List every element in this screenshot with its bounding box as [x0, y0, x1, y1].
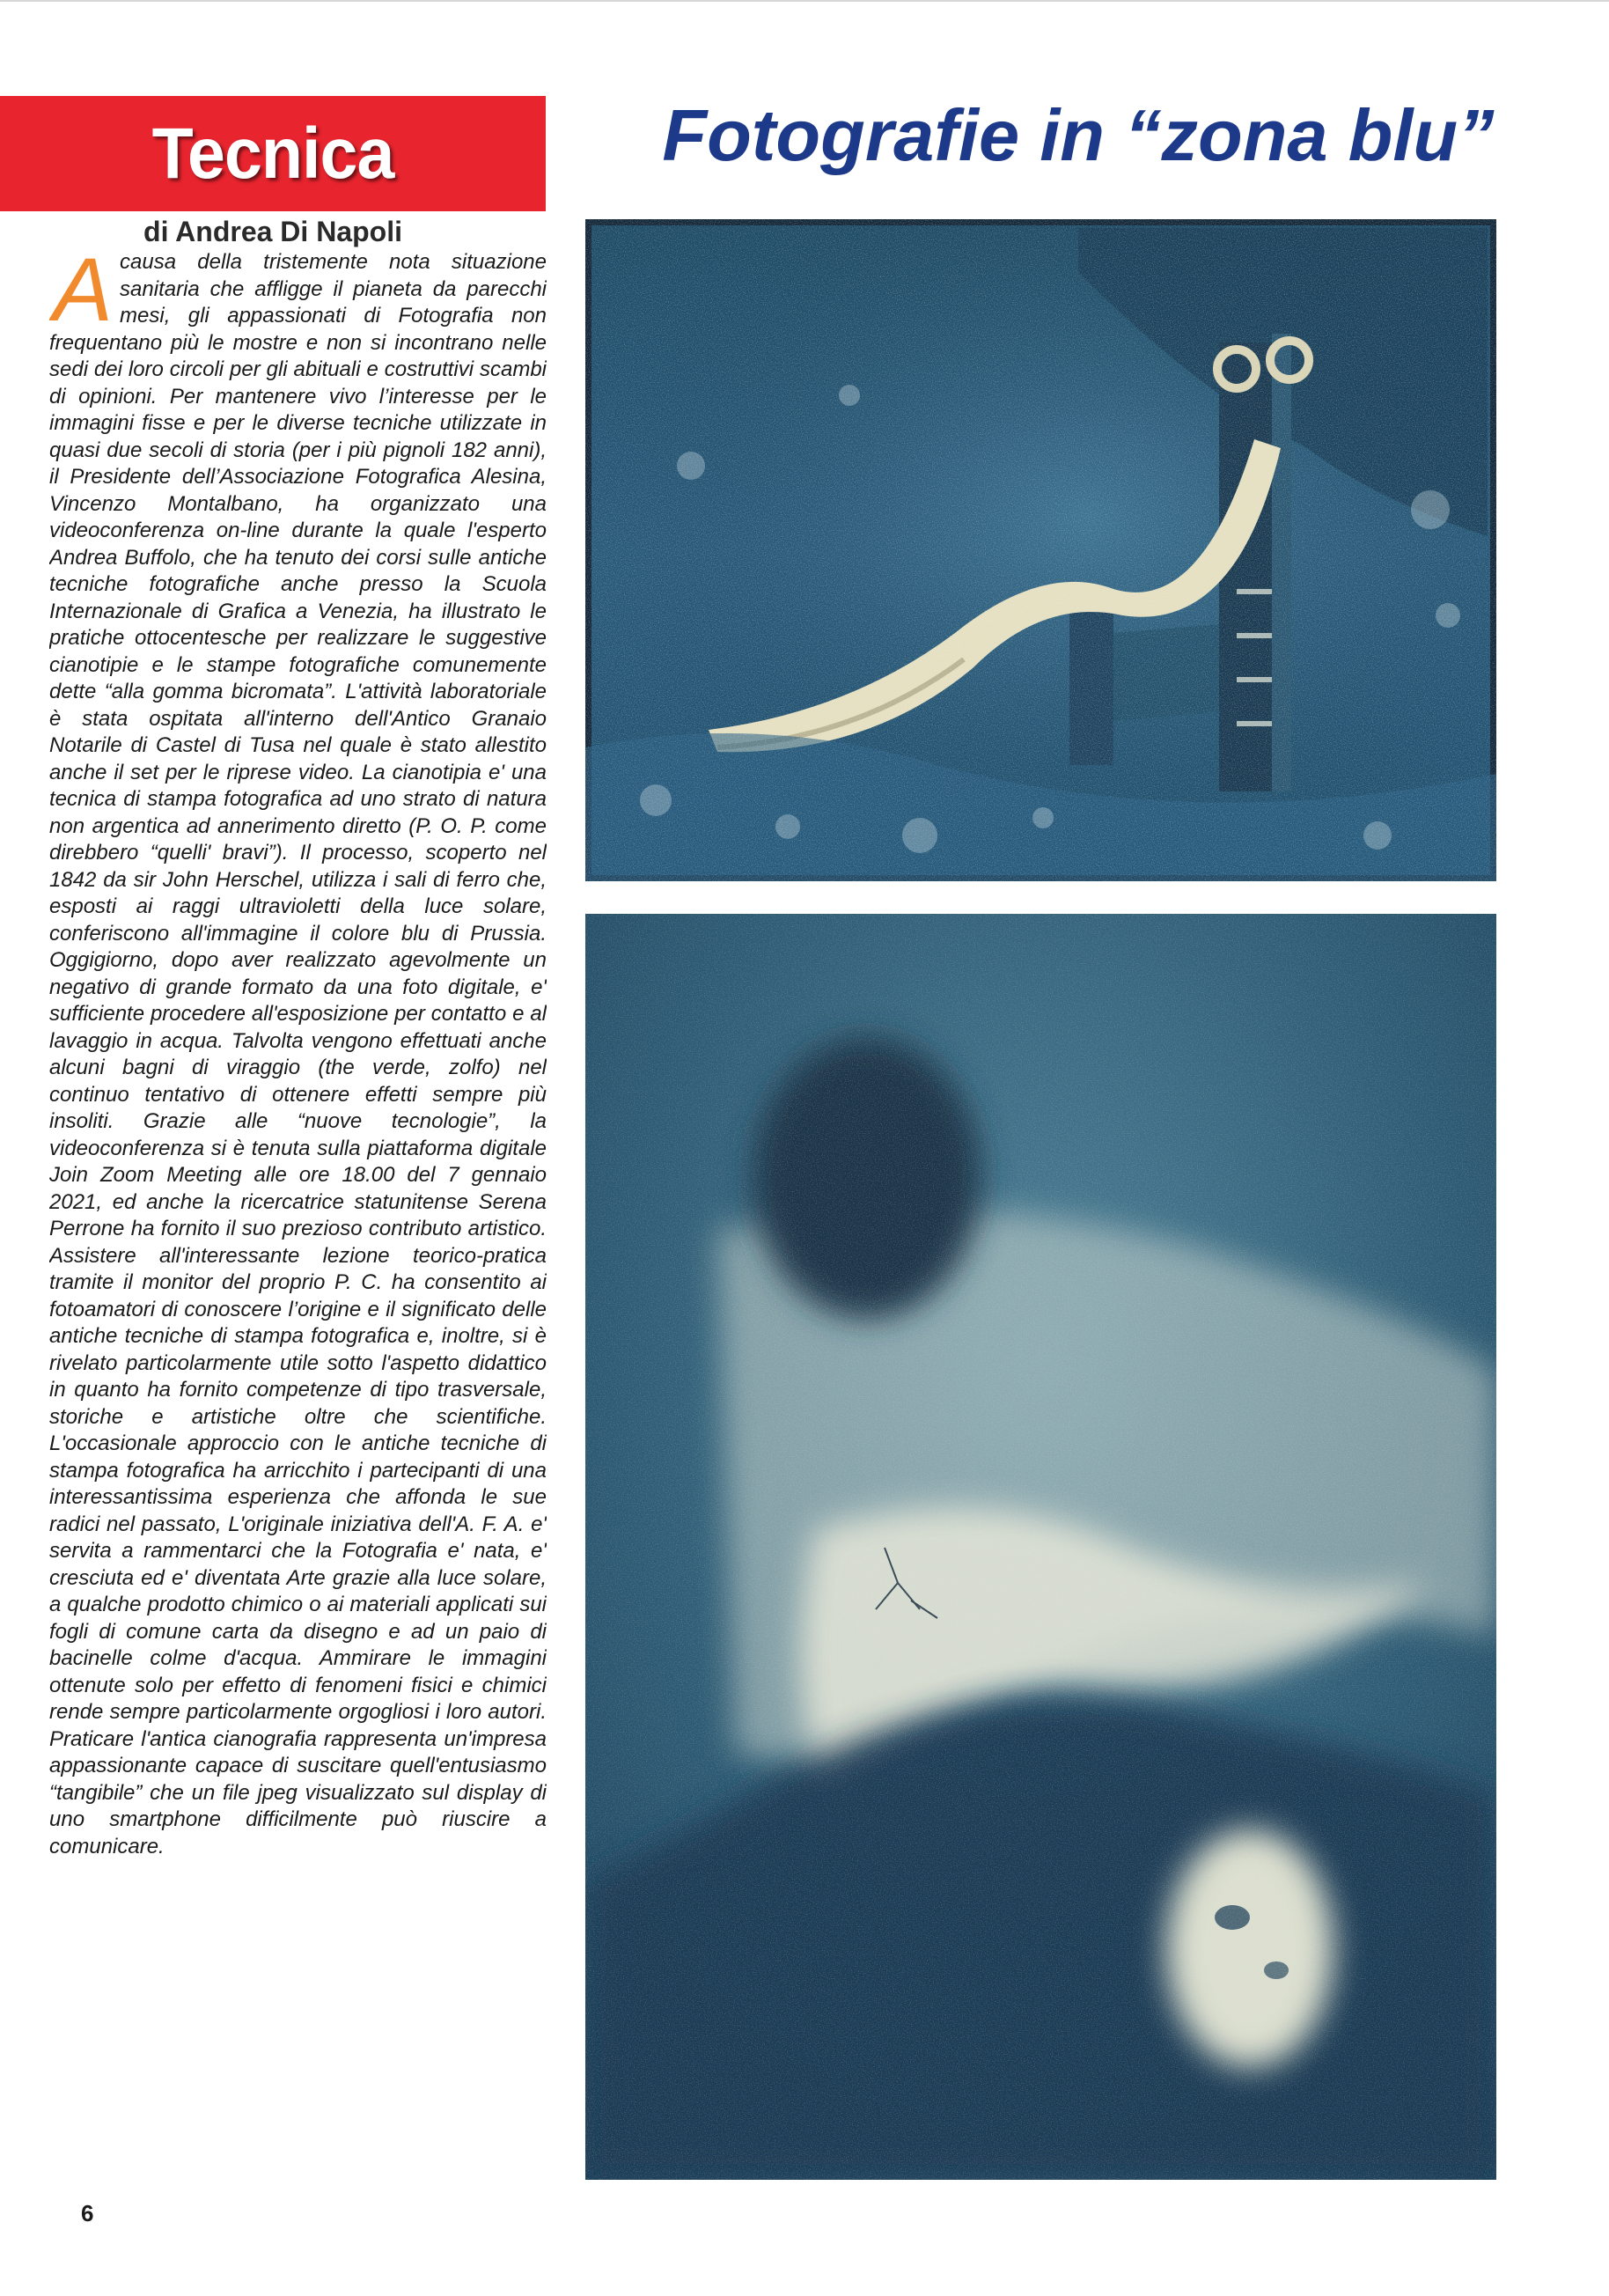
section-banner: [0, 96, 546, 211]
cyanotype-photo-slide: [585, 219, 1496, 881]
page-number: 6: [81, 2200, 94, 2226]
article-byline: di Andrea Di Napoli: [143, 216, 402, 247]
article-text: causa della tristemente nota situazione sanitaria che affligge il pianeta da parecchi mesi, gli appassionati di Fotografia non frequentano più le mostre e non si incontrano nelle sedi dei loro circoli per gli abituali e costruttivi scambi di opinioni. Per mantenere vivo l’interesse per le immagini fisse e per le diverse tecniche utilizzate in quasi due secoli di storia (per i più pignoli 182 anni), il Presidente dell’Associazione Fotografica Alesina, Vincenzo Montalbano, ha organizzato una videoconferenza on-line durante la quale l'esperto Andrea Buffolo, che ha tenuto dei corsi sulle antiche tecniche fotografiche anche presso la Scuola Internazionale di Grafica a Venezia, ha illustrato le pratiche ottocentesche per realizzare le suggestive cianotipie e le stampe fotografiche comunemente dette “alla gomma bicromata”. L'attività laboratoriale è stata ospitata all'interno dell'Antico Granaio Notarile di Castel di Tusa nel quale è stato allestito anche il set per le riprese video. La cianotipia e' una tecnica di stampa fotografica ad uno strato di natura non argentica ad annerimento diretto (P. O. P. come direbbero “quelli' bravi”). Il processo, scoperto nel 1842 da sir John Herschel, utilizza i sali di ferro che, esposti ai raggi ultravioletti della luce solare, conferiscono all'immagine il colore blu di Prussia. Oggigiorno, dopo aver realizzato agevolmente un negativo di grande formato da una foto digitale, e' sufficiente procedere all'esposizione per contatto e al lavaggio in acqua. Talvolta vengono effettuati anche alcuni bagni di viraggio (the verde, zolfo) nel continuo tentativo di ottenere effetti sempre più insoliti. Grazie alle “nuove tecnologie”, la videoconferenza si è tenuta sulla piattaforma digitale Join Zoom Meeting alle ore 18.00 del 7 gennaio 2021, ed anche la ricercatrice statunitense Serena Perrone ha fornito il suo prezioso contributo artistico. Assistere all'interessante lezione teorico-pratica tramite il monitor del proprio P. C. ha consentito ai fotoamatori di conoscere l’origine e il significato delle antiche tecniche di stampa fotografica e, inoltre, si è rivelato particolarmente utile sotto l'aspetto didattico in quanto ha fornito competenze di tipo trasversale, storiche e artistiche oltre che scientifiche. L'occasionale approccio con le antiche tecniche di stampa fotografica ha arricchito i partecipanti di una interessantissima esperienza che affonda le sue radici nel passato, L'originale iniziativa dell'A. F. A. e' servita a rammentarci che la Fotografia e' nata, e' cresciuta ed e' diventata Arte grazie alla luce solare, a qualche prodotto chimico o ai materiali applicati sui fogli di comune carta da disegno e ad un paio di bacinelle colme d'acqua. Ammirare le immagini ottenute solo per effetto di fenomeni fisici e chimici rende sempre particolarmente orgogliosi i loro autori. Praticare l'antica cianografia rappresenta un'impresa appassionante capace di suscitare quell'entusiasmo “tangibile” che un file jpeg visualizzato sul display di uno smartphone difficilmente può riuscire a comunicare.: [49, 250, 547, 1858]
section-label: Tecnica: [151, 114, 394, 194]
drop-cap: A: [53, 249, 114, 340]
top-border-line: [0, 0, 1609, 2]
cyanotype-photo-abstract: [585, 914, 1496, 2180]
article-body: [49, 249, 547, 2186]
article-headline: Fotografie in “zona blu”: [662, 94, 1495, 176]
